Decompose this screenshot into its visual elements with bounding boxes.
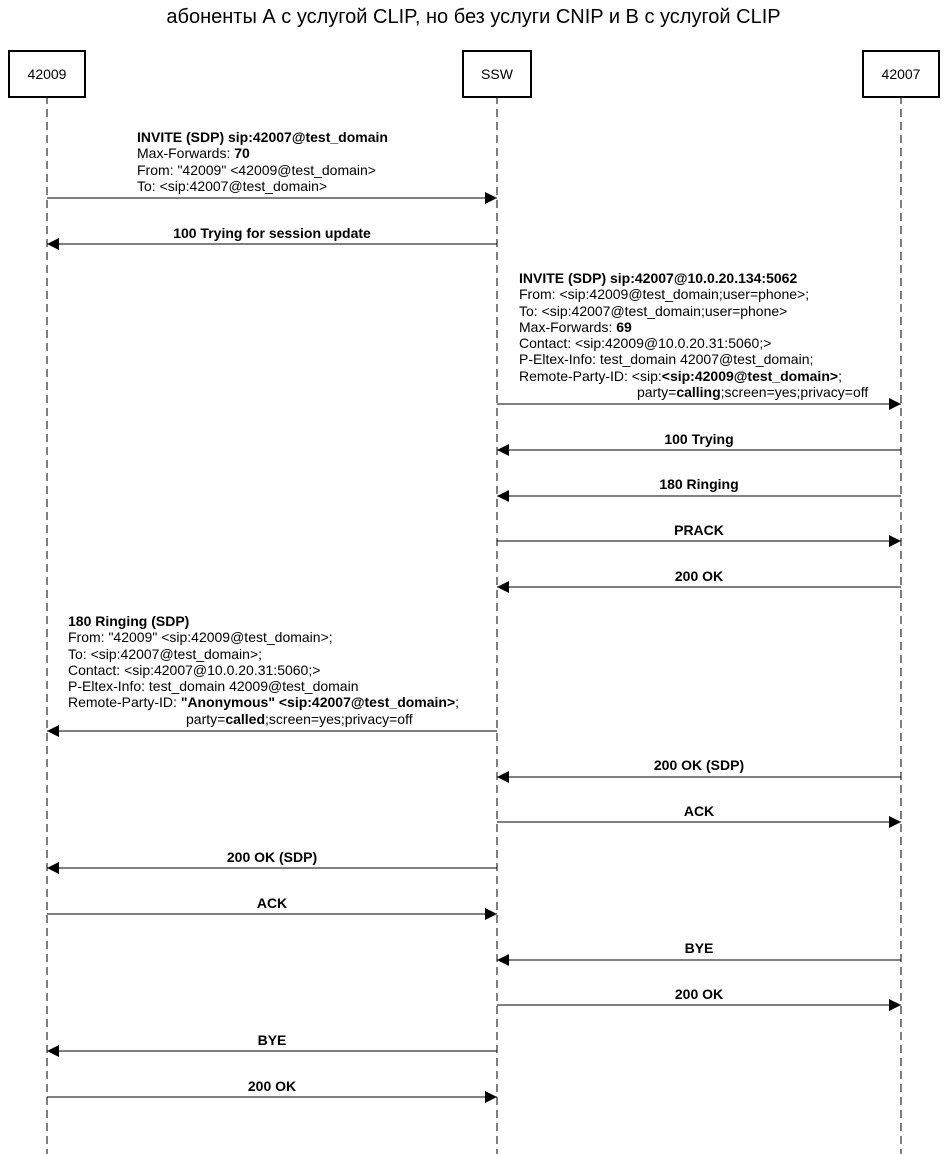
- participant-label: 42007: [881, 66, 921, 82]
- header-field: ;: [455, 694, 460, 711]
- message-label: ACK: [683, 803, 715, 819]
- header-field: Contact: <sip:42009@10.0.20.31:5060;>: [519, 335, 772, 352]
- header-field: From: <sip:42009@test_domain;user=phone>;: [519, 286, 810, 303]
- header-field: P-Eltex-Info: test_domain 42009@test_domain: [68, 678, 359, 695]
- message-label: INVITE (SDP) sip:42007@test_domain: [137, 129, 388, 145]
- participant-box-ssw: [462, 50, 532, 98]
- message-label: BYE: [684, 940, 714, 956]
- header-field: Remote-Party-ID:: [68, 694, 181, 711]
- message-label: 200 OK (SDP): [653, 757, 745, 773]
- header-value: called: [225, 710, 266, 727]
- message-label: ACK: [256, 895, 288, 911]
- header-field: Max-Forwards:: [519, 318, 617, 335]
- header-field: To: <sip:42007@test_domain>: [137, 177, 328, 194]
- header-value: 70: [234, 145, 250, 162]
- participant-box-42009: [8, 50, 86, 98]
- invite2-block: [519, 270, 868, 400]
- header-value: 69: [616, 318, 632, 335]
- message-label: 180 Ringing: [659, 476, 739, 492]
- message-label: BYE: [257, 1032, 287, 1048]
- message-label: 200 OK: [674, 986, 724, 1002]
- message-label: 200 OK: [674, 568, 724, 584]
- header-field: From: "42009" <sip:42009@test_domain>;: [68, 629, 333, 646]
- diagram-title: абоненты А с услугой CLIP, но без услуги CNIP и B с услугой CLIP: [166, 6, 781, 28]
- header-field: ;screen=yes;privacy=off: [265, 710, 413, 727]
- header-value: <sip:42009@test_domain>: [661, 367, 839, 384]
- message-label: 200 OK: [247, 1078, 297, 1094]
- invite1-block: [137, 129, 388, 194]
- header-field: To: <sip:42007@test_domain>;: [68, 645, 263, 662]
- participant-label: SSW: [481, 66, 513, 82]
- header-value: "Anonymous" <sip:42007@test_domain>: [180, 694, 456, 711]
- message-label: INVITE (SDP) sip:42007@10.0.20.134:5062: [519, 270, 798, 286]
- header-field: ;: [838, 367, 842, 384]
- header-field: To: <sip:42007@test_domain;user=phone>: [519, 302, 788, 319]
- message-label: 100 Trying: [664, 431, 734, 447]
- header-field: Remote-Party-ID: <sip:: [519, 367, 662, 384]
- header-field: party=: [637, 384, 677, 401]
- header-field: Contact: <sip:42007@10.0.20.31:5060;>: [68, 661, 321, 678]
- message-label: 200 OK (SDP): [226, 849, 318, 865]
- message-label: 180 Ringing (SDP): [68, 613, 190, 629]
- header-value: calling: [676, 384, 721, 401]
- message-label: 100 Trying for session update: [173, 225, 371, 241]
- message-label: PRACK: [674, 522, 724, 538]
- ringing-sdp-block: [68, 613, 459, 727]
- header-field: party=: [186, 710, 226, 727]
- header-field: Max-Forwards:: [137, 145, 235, 162]
- header-field: P-Eltex-Info: test_domain 42007@test_domain;: [519, 351, 814, 368]
- participant-box-42007: [862, 50, 940, 98]
- header-field: ;screen=yes;privacy=off: [720, 384, 869, 401]
- participant-label: 42009: [27, 66, 67, 82]
- header-field: From: "42009" <42009@test_domain>: [137, 161, 376, 178]
